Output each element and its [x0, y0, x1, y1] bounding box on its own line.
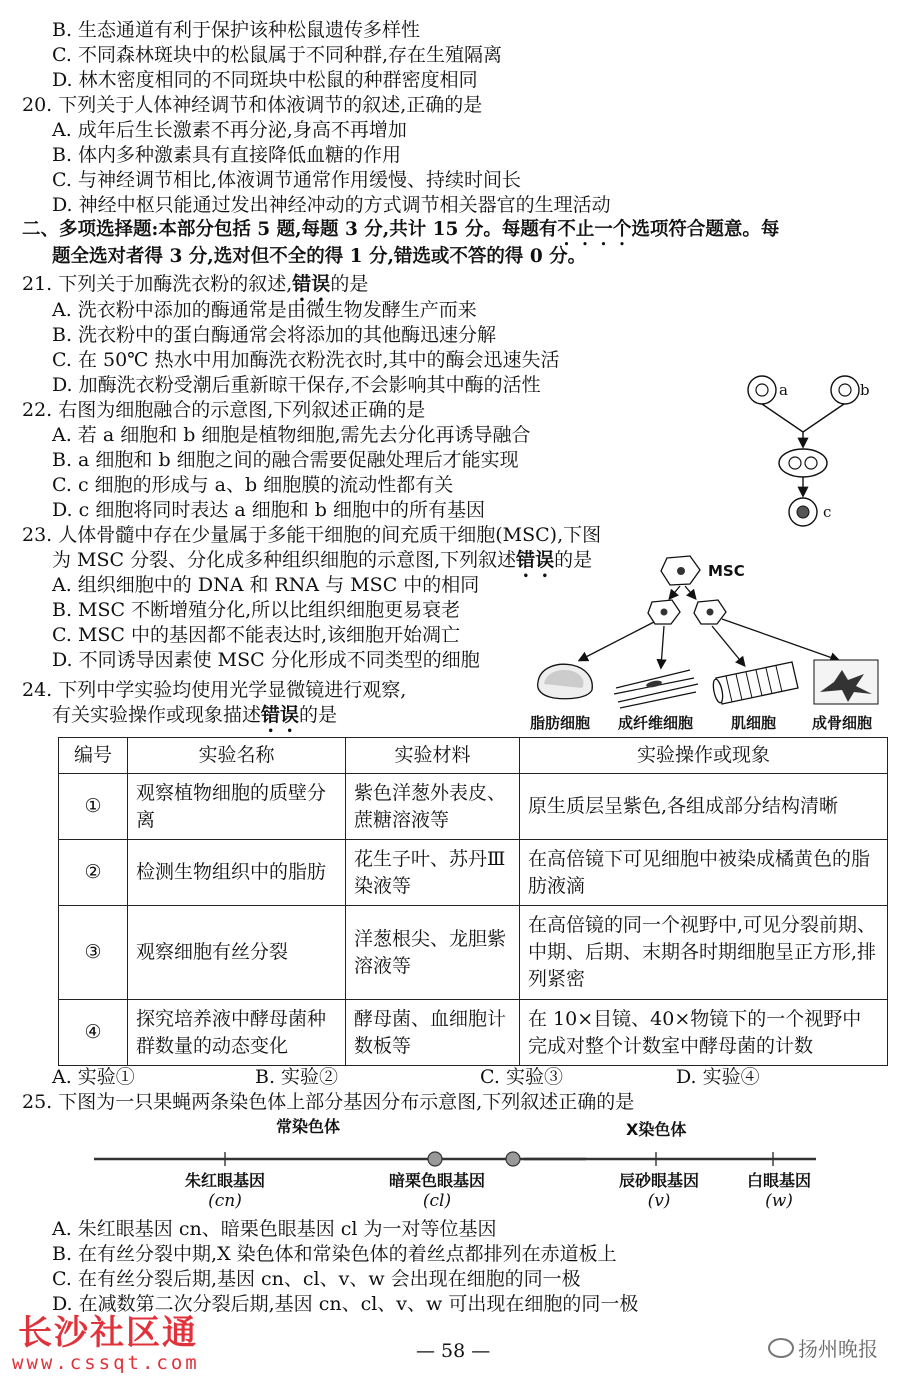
q19-option-c: C. 不同森林斑块中的松鼠属于不同种群,存在生殖隔离: [52, 44, 502, 66]
muscle-cell-label: 肌细胞: [731, 714, 777, 732]
msc-label: MSC: [708, 562, 745, 580]
table-row: [59, 840, 888, 906]
q21-option-d: D. 加酶洗衣粉受潮后重新晾干保存,不会影响其中酶的活性: [52, 374, 541, 396]
gene-w-name: 白眼基因: [746, 1171, 811, 1190]
table-row: [59, 1000, 888, 1066]
q24-answer-d: D. 实验④: [676, 1066, 760, 1088]
wechat-icon: [768, 1338, 794, 1358]
cell-number: ②: [59, 840, 128, 906]
gene-cn-label: [170, 1168, 280, 1211]
q24-stem-emph: 错误: [261, 704, 300, 726]
bone-cell-drawing: [814, 660, 878, 704]
cell-number: ①: [59, 774, 128, 840]
experiment-table: [58, 737, 888, 1066]
q25-option-b: B. 在有丝分裂中期,X 染色体和常染色体的着丝点都排列在赤道板上: [52, 1243, 617, 1265]
q23-option-a: A. 组织细胞中的 DNA 和 RNA 与 MSC 中的相同: [52, 574, 480, 596]
merge-lines: [762, 404, 844, 432]
cell-number: ④: [59, 1000, 128, 1066]
cell-operation: 在高倍镜下可见细胞中被染成橘黄色的脂肪液滴: [520, 840, 888, 906]
msc-cell: [661, 556, 700, 585]
section2-heading-post: 选项符合题意。每: [631, 219, 780, 240]
header-number: 编号: [59, 738, 128, 774]
cell-experiment: 观察细胞有丝分裂: [128, 906, 346, 1000]
gene-w-label: [732, 1168, 826, 1211]
q20-option-a: A. 成年后生长激素不再分泌,身高不再增加: [52, 119, 407, 141]
table-header-row: [59, 738, 888, 774]
cell-material: 紫色洋葱外表皮、蔗糖溶液等: [346, 774, 520, 840]
gene-v-label: [604, 1168, 714, 1211]
autosome-centromere: [428, 1152, 442, 1166]
cell-material: 洋葱根尖、龙胆紫溶液等: [346, 906, 520, 1000]
fibroblast-label: 成纤维细胞: [618, 714, 694, 732]
source-label: [768, 1333, 878, 1362]
q24-stem-post: 的是: [299, 704, 338, 726]
q21-stem-emph: 错误: [292, 273, 331, 295]
q22-option-b: B. a 细胞和 b 细胞之间的融合需要促融处理后才能实现: [52, 449, 519, 471]
q24-stem-line1: 24. 下列中学实验均使用光学显微镜进行观察,: [22, 679, 407, 701]
cell-c-label: c: [823, 503, 832, 521]
table-row: [59, 774, 888, 840]
q21-option-b: B. 洗衣粉中的蛋白酶通常会将添加的其他酶迅速分解: [52, 324, 497, 346]
header-experiment: 实验名称: [128, 738, 346, 774]
fibroblast-drawing: [614, 670, 698, 708]
q21-stem-pre: 21. 下列关于加酶洗衣粉的叙述,: [22, 273, 293, 295]
autosome-title: 常染色体: [276, 1117, 341, 1136]
x-chromosome-bar: [506, 1152, 816, 1166]
gene-cn-symbol: (cn): [208, 1191, 242, 1211]
q19-option-d: D. 林木密度相同的不同斑块中松鼠的种群密度相同: [52, 69, 478, 91]
q23-option-d: D. 不同诱导因素使 MSC 分化形成不同类型的细胞: [52, 649, 480, 671]
q21-option-a: A. 洗衣粉中添加的酶通常是由微生物发酵生产而来: [52, 299, 477, 321]
q23-stem-emph: 错误: [516, 549, 555, 571]
watermark-url: www.cssqt.com: [12, 1352, 200, 1374]
table-row: [59, 906, 888, 1000]
x-centromere: [506, 1152, 520, 1166]
fat-cell-drawing: [538, 664, 593, 698]
q25-option-c: C. 在有丝分裂后期,基因 cn、cl、v、w 会出现在细胞的同一极: [52, 1268, 581, 1290]
q23-stem-post: 的是: [554, 549, 593, 571]
cell-b-label: b: [860, 381, 870, 399]
q23-option-c: C. MSC 中的基因都不能表达时,该细胞开始凋亡: [52, 624, 461, 646]
q24-answer-c: C. 实验③: [480, 1066, 563, 1088]
q21-option-c: C. 在 50℃ 热水中用加酶洗衣粉洗衣时,其中的酶会迅速失活: [52, 349, 560, 371]
q25-option-a: A. 朱红眼基因 cn、暗栗色眼基因 cl 为一对等位基因: [52, 1218, 497, 1240]
gene-cl-name: 暗栗色眼基因: [388, 1171, 485, 1190]
cell-a-label: a: [779, 381, 788, 399]
q24-stem-line2: [52, 703, 337, 737]
q22-option-c: C. c 细胞的形成与 a、b 细胞膜的流动性都有关: [52, 474, 454, 496]
q19-option-b: B. 生态通道有利于保护该种松鼠遗传多样性: [52, 19, 421, 41]
daughter-cell-left: [648, 600, 680, 624]
header-material: 实验材料: [346, 738, 520, 774]
gene-cl-symbol: (cl): [422, 1191, 452, 1211]
bone-cell-label: 成骨细胞: [812, 714, 873, 732]
cell-material: 花生子叶、苏丹Ⅲ染液等: [346, 840, 520, 906]
section2-heading-emph: 不止一个: [557, 219, 632, 240]
q25-option-d: D. 在减数第二次分裂后期,基因 cn、cl、v、w 可出现在细胞的同一极: [52, 1293, 639, 1315]
gene-v-name: 辰砂眼基因: [618, 1171, 699, 1190]
source-name: 扬州晚报: [798, 1337, 878, 1361]
cell-operation: 在高倍镜的同一个视野中,可见分裂前期、中期、后期、末期各时期细胞呈正方形,排列紧密: [520, 906, 888, 1000]
cell-a: [748, 376, 776, 404]
q23-stem-pre: 为 MSC 分裂、分化成多种组织细胞的示意图,下列叙述: [52, 549, 517, 571]
daughter-cell-right: [694, 600, 726, 624]
watermark-logo-text: 长沙社区通: [18, 1313, 198, 1353]
q22-option-d: D. c 细胞将同时表达 a 细胞和 b 细胞中的所有基因: [52, 499, 485, 521]
header-operation: 实验操作或现象: [520, 738, 888, 774]
cell-fusion-diagram: [740, 370, 880, 535]
q22-option-a: A. 若 a 细胞和 b 细胞是植物细胞,需先去分化再诱导融合: [52, 424, 531, 446]
gene-w-symbol: (w): [765, 1191, 793, 1211]
page-number: — 58 —: [416, 1340, 491, 1362]
q20-option-d: D. 神经中枢只能通过发出神经冲动的方式调节相关器官的生理活动: [52, 194, 611, 216]
q23-stem-line1: 23. 人体骨髓中存在少量属于多能干细胞的间充质干细胞(MSC),下图: [22, 524, 602, 546]
cell-experiment: 观察植物细胞的质壁分离: [128, 774, 346, 840]
q21-stem-post: 的是: [330, 273, 369, 295]
cell-b: [831, 376, 859, 404]
q25-stem: 25. 下图为一只果蝇两条染色体上部分基因分布示意图,下列叙述正确的是: [22, 1091, 635, 1113]
q22-stem: 22. 右图为细胞融合的示意图,下列叙述正确的是: [22, 399, 426, 421]
q20-stem: 20. 下列关于人体神经调节和体液调节的叙述,正确的是: [22, 94, 483, 116]
gene-cl-label: [372, 1168, 502, 1211]
q24-answer-b: B. 实验②: [255, 1066, 339, 1088]
q20-option-b: B. 体内多种激素具有直接降低血糖的作用: [52, 144, 402, 166]
cell-operation: 在 10×目镜、40×物镜下的一个视野中完成对整个计数室中酵母菌的计数: [520, 1000, 888, 1066]
section2-heading-pre: 二、多项选择题:本部分包括 5 题,每题 3 分,共计 15 分。每题有: [22, 219, 558, 240]
q23-option-b: B. MSC 不断增殖分化,所以比组织细胞更易衰老: [52, 599, 461, 621]
cell-material: 酵母菌、血细胞计数板等: [346, 1000, 520, 1066]
gene-cn-name: 朱红眼基因: [184, 1171, 265, 1190]
gene-v-symbol: (v): [647, 1191, 671, 1211]
x-chromosome-title: X染色体: [626, 1120, 687, 1139]
q20-option-c: C. 与神经调节相比,体液调节通常作用缓慢、持续时间长: [52, 169, 521, 191]
fat-cell-label: 脂肪细胞: [530, 714, 591, 732]
cell-experiment: 检测生物组织中的脂肪: [128, 840, 346, 906]
section2-heading-line2: 题全选对者得 3 分,选对但不全的得 1 分,错选或不答的得 0 分。: [52, 246, 587, 267]
muscle-cell-drawing: [712, 662, 798, 704]
cell-operation: 原生质层呈紫色,各组成部分结构清晰: [520, 774, 888, 840]
q24-answer-a: A. 实验①: [52, 1066, 135, 1088]
fused-cell: [779, 449, 827, 477]
cell-experiment: 探究培养液中酵母菌种群数量的动态变化: [128, 1000, 346, 1066]
cell-c: [789, 498, 817, 526]
q24-stem-pre: 有关实验操作或现象描述: [52, 704, 262, 726]
cell-number: ③: [59, 906, 128, 1000]
